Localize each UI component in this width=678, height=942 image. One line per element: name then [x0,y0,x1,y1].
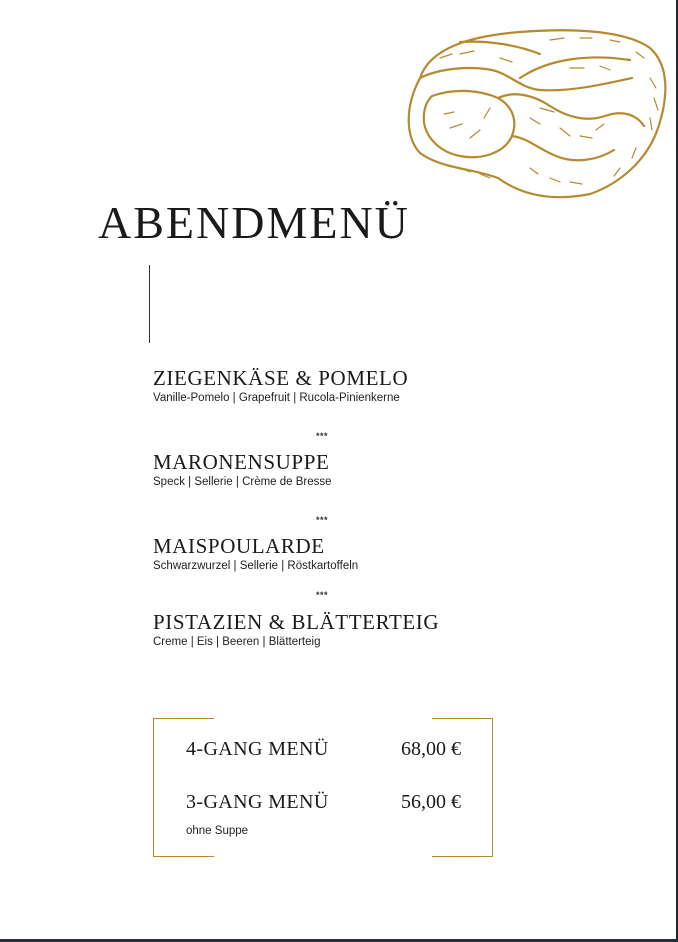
course-description: Vanille-Pomelo | Grapefruit | Rucola-Pinienkerne [153,392,400,404]
course-description: Speck | Sellerie | Crème de Bresse [153,476,332,488]
frame-line [432,856,492,857]
course-name: MAISPOULARDE [153,534,325,558]
course-separator: *** [316,515,329,525]
course-name: PISTAZIEN & BLÄTTERTEIG [153,610,440,634]
frame-line [154,718,214,719]
price-value: 68,00 € [401,738,461,760]
course-separator: *** [316,590,329,600]
course-description: Creme | Eis | Beeren | Blätterteig [153,636,321,648]
course-name: MARONENSUPPE [153,450,330,474]
ham-illustration-icon [400,18,672,203]
course-item [153,610,439,649]
frame-line [432,718,492,719]
course-item [153,534,358,573]
course-description: Schwarzwurzel | Sellerie | Röstkartoffeln [153,560,359,572]
course-item [153,366,408,405]
frame-line [154,856,214,857]
price-name: 4-GANG MENÜ [186,738,329,760]
price-name: 3-GANG MENÜ [186,791,329,813]
vertical-divider [149,265,150,343]
price-note: ohne Suppe [186,825,249,837]
course-item [153,450,332,489]
course-separator: *** [316,431,329,441]
price-value: 56,00 € [401,791,461,813]
price-box [153,718,493,857]
page-title: ABENDMENÜ [98,197,410,248]
course-name: ZIEGENKÄSE & POMELO [153,366,409,390]
